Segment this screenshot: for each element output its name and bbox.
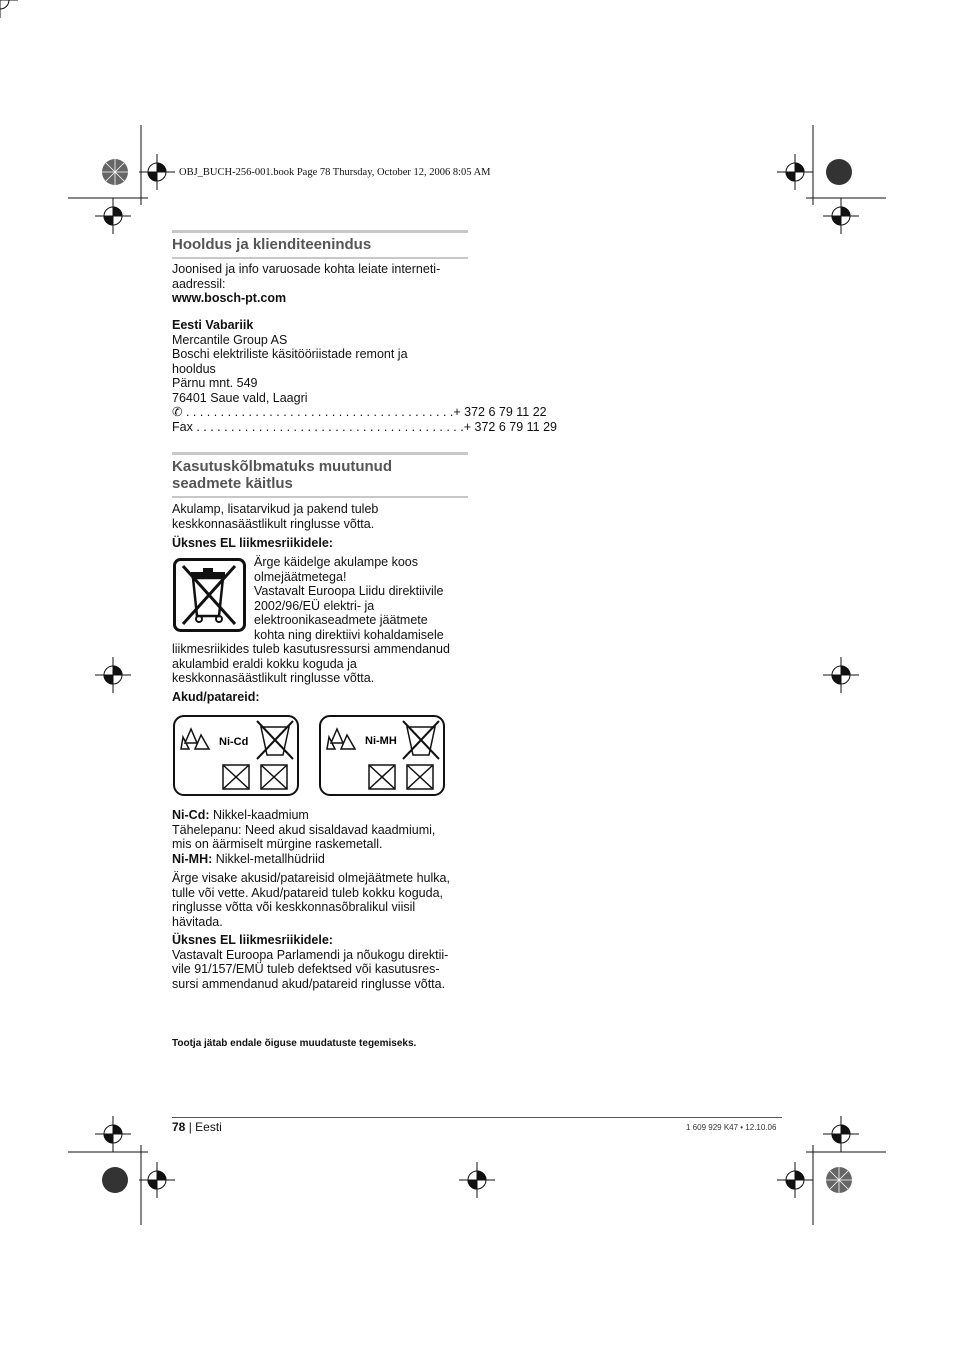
text-line: Ärge käidelge akulampe koos [254, 555, 418, 569]
text-line: kohta ning direktiivi kohaldamisele [254, 627, 444, 642]
text-line: 2002/96/EÜ elektri- ja [254, 598, 375, 613]
address-line: 76401 Saue vald, Laagri [172, 390, 308, 405]
website-link[interactable]: www.bosch-pt.com [172, 291, 287, 305]
title-line: seadmete käitlus [172, 475, 293, 492]
text-line: Ärge visake akusid/patareisid olmejäätmete hulka, [172, 871, 450, 885]
title-line: Kasutuskõlbmatuks muutunud [172, 458, 393, 475]
page-number: 78 [172, 1120, 186, 1134]
fax-number: + 372 6 79 11 29 [463, 419, 557, 434]
address-line: Pärnu mnt. 549 [172, 376, 258, 390]
eu-heading: Üksnes EL liikmesriikidele: [172, 933, 333, 947]
phone-number: + 372 6 79 11 22 [453, 405, 547, 419]
phone-icon: ✆ [172, 405, 183, 419]
dot-leader: . . . . . . . . . . . . . . . . . . . . . . . . . . . . . . . . . . . . . . . [192, 419, 464, 434]
text-line: akulambid eraldi kokku koguda ja [172, 656, 357, 671]
nimh-text: Nikkel-metallhüdriid [215, 851, 325, 866]
footer-language: Eesti [195, 1120, 222, 1134]
pack-label: Ni-MH [365, 735, 397, 747]
nicd-label: Ni-Cd: [172, 808, 210, 822]
text-line: elektroonikaseadmete jäätmete [254, 613, 428, 627]
book-file-info: OBJ_BUCH-256-001.book Page 78 Thursday, October 12, 2006 8:05 AM [179, 167, 491, 178]
batteries-heading: Akud/patareid: [172, 690, 260, 704]
nimh-label: Ni-MH: [172, 851, 213, 866]
document-code: 1 609 929 K47 • 12.10.06 [686, 1123, 777, 1132]
text-line: Joonised ja info varuosade kohta leiate interneti- [172, 262, 441, 276]
text-line: olmejäätmetega! [254, 569, 347, 584]
text-line: vile 91/157/EMÜ tuleb defektsed või kasutusres- [172, 962, 440, 976]
text-line: aadressil: [172, 276, 226, 291]
text-line: Tähelepanu: Need akud sisaldavad kaadmiumi, [172, 822, 436, 837]
country-heading: Eesti Vabariik [172, 318, 254, 332]
nicd-text: Nikkel-kaadmium [212, 808, 309, 822]
fine-print: Tootja jätab endale õiguse muudatuste tegemiseks. [172, 1038, 417, 1049]
address-line: Mercantile Group AS [172, 332, 288, 347]
text-line: sursi ammendanud akud/patareid ringlusse võtta. [172, 976, 446, 991]
color-wheel [102, 159, 852, 1193]
text-line: Akulamp, lisatarvikud ja pakend tuleb [172, 502, 379, 516]
text-line: hävitada. [172, 914, 223, 929]
text-line: tulle või vette. Akud/patareid tuleb kokku koguda, [172, 885, 444, 900]
dot-leader: . . . . . . . . . . . . . . . . . . . . . . . . . . . . . . . . . . . . . . . [182, 405, 454, 419]
eu-heading: Üksnes EL liikmesriikidele: [172, 536, 333, 550]
fax-label: Fax [172, 419, 193, 434]
pack-label: Ni-Cd [219, 736, 249, 748]
section-title-service: Hooldus ja klienditeenindus [172, 230, 468, 259]
text-line: Vastavalt Euroopa Parlamendi ja nõukogu direktii- [172, 947, 449, 962]
address-line: hooldus [172, 361, 216, 376]
text-line: keskkonnasäästlikult ringlusse võtta. [172, 516, 375, 531]
text-line: keskkonnasäästlikult ringlusse võtta. [172, 671, 375, 685]
text-line: Vastavalt Euroopa Liidu direktiivile [254, 584, 444, 598]
address-line: Boschi elektriliste käsitööriistade remont ja [172, 347, 408, 361]
footer-separator: | [188, 1120, 192, 1134]
text-line: ringlusse võtta või keskkonnasõbralikul viisil [172, 900, 416, 914]
registration-mark [0, 0, 18, 18]
text-line: liikmesriikides tuleb kasutusressursi ammendanud [172, 642, 450, 656]
text-line: mis on äärmiselt mürgine raskemetall. [172, 837, 383, 851]
